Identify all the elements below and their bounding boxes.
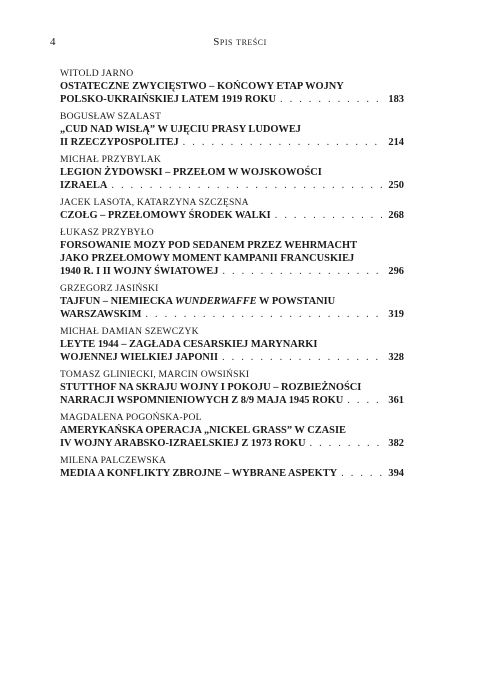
entry-title-text: W POWSTANIU [256,296,336,307]
entry-title-last-line [60,265,404,278]
entry-title-line: JAKO PRZEŁOMOWY MOMENT KAMPANII FRANCUSKIEJ [60,253,355,264]
entry-title-text: WOJENNEJ WIELKIEJ JAPONII [60,352,219,363]
page-number: 4 [50,36,56,48]
entry-author: MICHAŁ DAMIAN SZEWCZYK [60,326,199,337]
dot-leader [343,394,382,407]
toc-entry[interactable] [60,369,404,407]
toc-entry[interactable] [60,197,404,222]
entry-page-number: 361 [388,395,404,406]
entry-title-text: IZRAELA [60,180,108,191]
entry-title-last-line [60,209,404,222]
entry-title-line: FORSOWANIE MOZY POD SEDANEM PRZEZ WEHRMACHT [60,240,358,251]
dot-leader [179,136,382,149]
entry-title-text: II RZECZYPOSPOLITEJ [60,137,179,148]
entry-title-text: TAJFUN – NIEMIECKA [60,296,175,307]
entry-title-last-line [60,394,404,407]
entry-title-line: AMERYKAŃSKA OPERACJA „NICKEL GRASS” W CZASIE [60,425,346,436]
entry-page-number: 268 [388,210,404,221]
toc-entry[interactable] [60,68,404,106]
entry-title-text: 1940 R. I II WOJNY ŚWIATOWEJ [60,266,219,277]
entry-author: TOMASZ GLINIECKI, MARCIN OWSIŃSKI [60,369,250,380]
entry-page-number: 214 [388,137,404,148]
entry-title-line: LEYTE 1944 – ZAGŁADA CESARSKIEJ MARYNARKI [60,339,318,350]
entry-page-number: 394 [388,468,404,479]
toc-entry[interactable] [60,412,404,450]
entry-author: BOGUSŁAW SZALAST [60,111,162,122]
entry-title-text: POLSKO-UKRAIŃSKIEJ LATEM 1919 ROKU [60,94,277,105]
entry-title-last-line [60,136,404,149]
entry-title-last-line [60,179,404,192]
dot-leader [337,467,382,480]
entry-page-number: 183 [388,94,404,105]
entry-page-number: 328 [388,352,404,363]
toc-entry[interactable] [60,455,404,480]
entry-author: MILENA PALCZEWSKA [60,455,167,466]
entry-title-text: CZOŁG – PRZEŁOMOWY ŚRODEK WALKI [60,210,271,221]
toc-entry[interactable] [60,154,404,192]
dot-leader [276,93,382,106]
entry-author: GRZEGORZ JASIŃSKI [60,283,159,294]
entry-author: JACEK LASOTA, KATARZYNA SZCZĘSNA [60,197,249,208]
dot-leader [218,265,382,278]
entry-title-line: LEGION ŻYDOWSKI – PRZEŁOM W WOJSKOWOŚCI [60,167,322,178]
entry-title-last-line [60,93,404,106]
entry-title-line [60,295,404,308]
entry-title-text: WARSZAWSKIM [60,309,142,320]
dot-leader [141,308,382,321]
entry-title-line: „CUD NAD WISŁĄ” W UJĘCIU PRASY LUDOWEJ [60,124,301,135]
entry-title-line: OSTATECZNE ZWYCIĘSTWO – KOŃCOWY ETAP WOJNY [60,81,344,92]
toc-entry[interactable] [60,111,404,149]
toc-entry[interactable] [60,227,404,278]
entry-author: WITOLD JARNO [60,68,134,79]
entry-page-number: 382 [388,438,404,449]
entry-title-last-line [60,351,404,364]
entry-title-italic-text: WUNDERWAFFE [174,296,257,307]
entry-title-text: MEDIA A KONFLIKTY ZBROJNE – WYBRANE ASPEKTY [60,468,338,479]
dot-leader [271,209,382,222]
entry-title-line: STUTTHOF NA SKRAJU WOJNY I POKOJU – ROZBIEŻNOŚCI [60,382,362,393]
entry-title-last-line [60,437,404,450]
entry-author: MICHAŁ PRZYBYLAK [60,154,162,165]
entry-title-last-line [60,467,404,480]
entry-title-text: IV WOJNY ARABSKO-IZRAELSKIEJ Z 1973 ROKU [60,438,306,449]
entry-author: ŁUKASZ PRZYBYŁO [60,227,154,238]
entry-page-number: 296 [388,266,404,277]
entry-page-number: 250 [388,180,404,191]
dot-leader [107,179,382,192]
running-head: Spis treści [213,36,267,48]
entry-title-last-line [60,308,404,321]
entry-author: MAGDALENA POGOŃSKA-POL [60,412,202,423]
entry-page-number: 319 [388,309,404,320]
table-of-contents [60,68,404,485]
entry-title-text: NARRACJI WSPOMNIENIOWYCH Z 8/9 MAJA 1945 ROKU [60,395,344,406]
dot-leader [218,351,382,364]
toc-entry[interactable] [60,326,404,364]
dot-leader [305,437,382,450]
toc-entry[interactable] [60,283,404,321]
